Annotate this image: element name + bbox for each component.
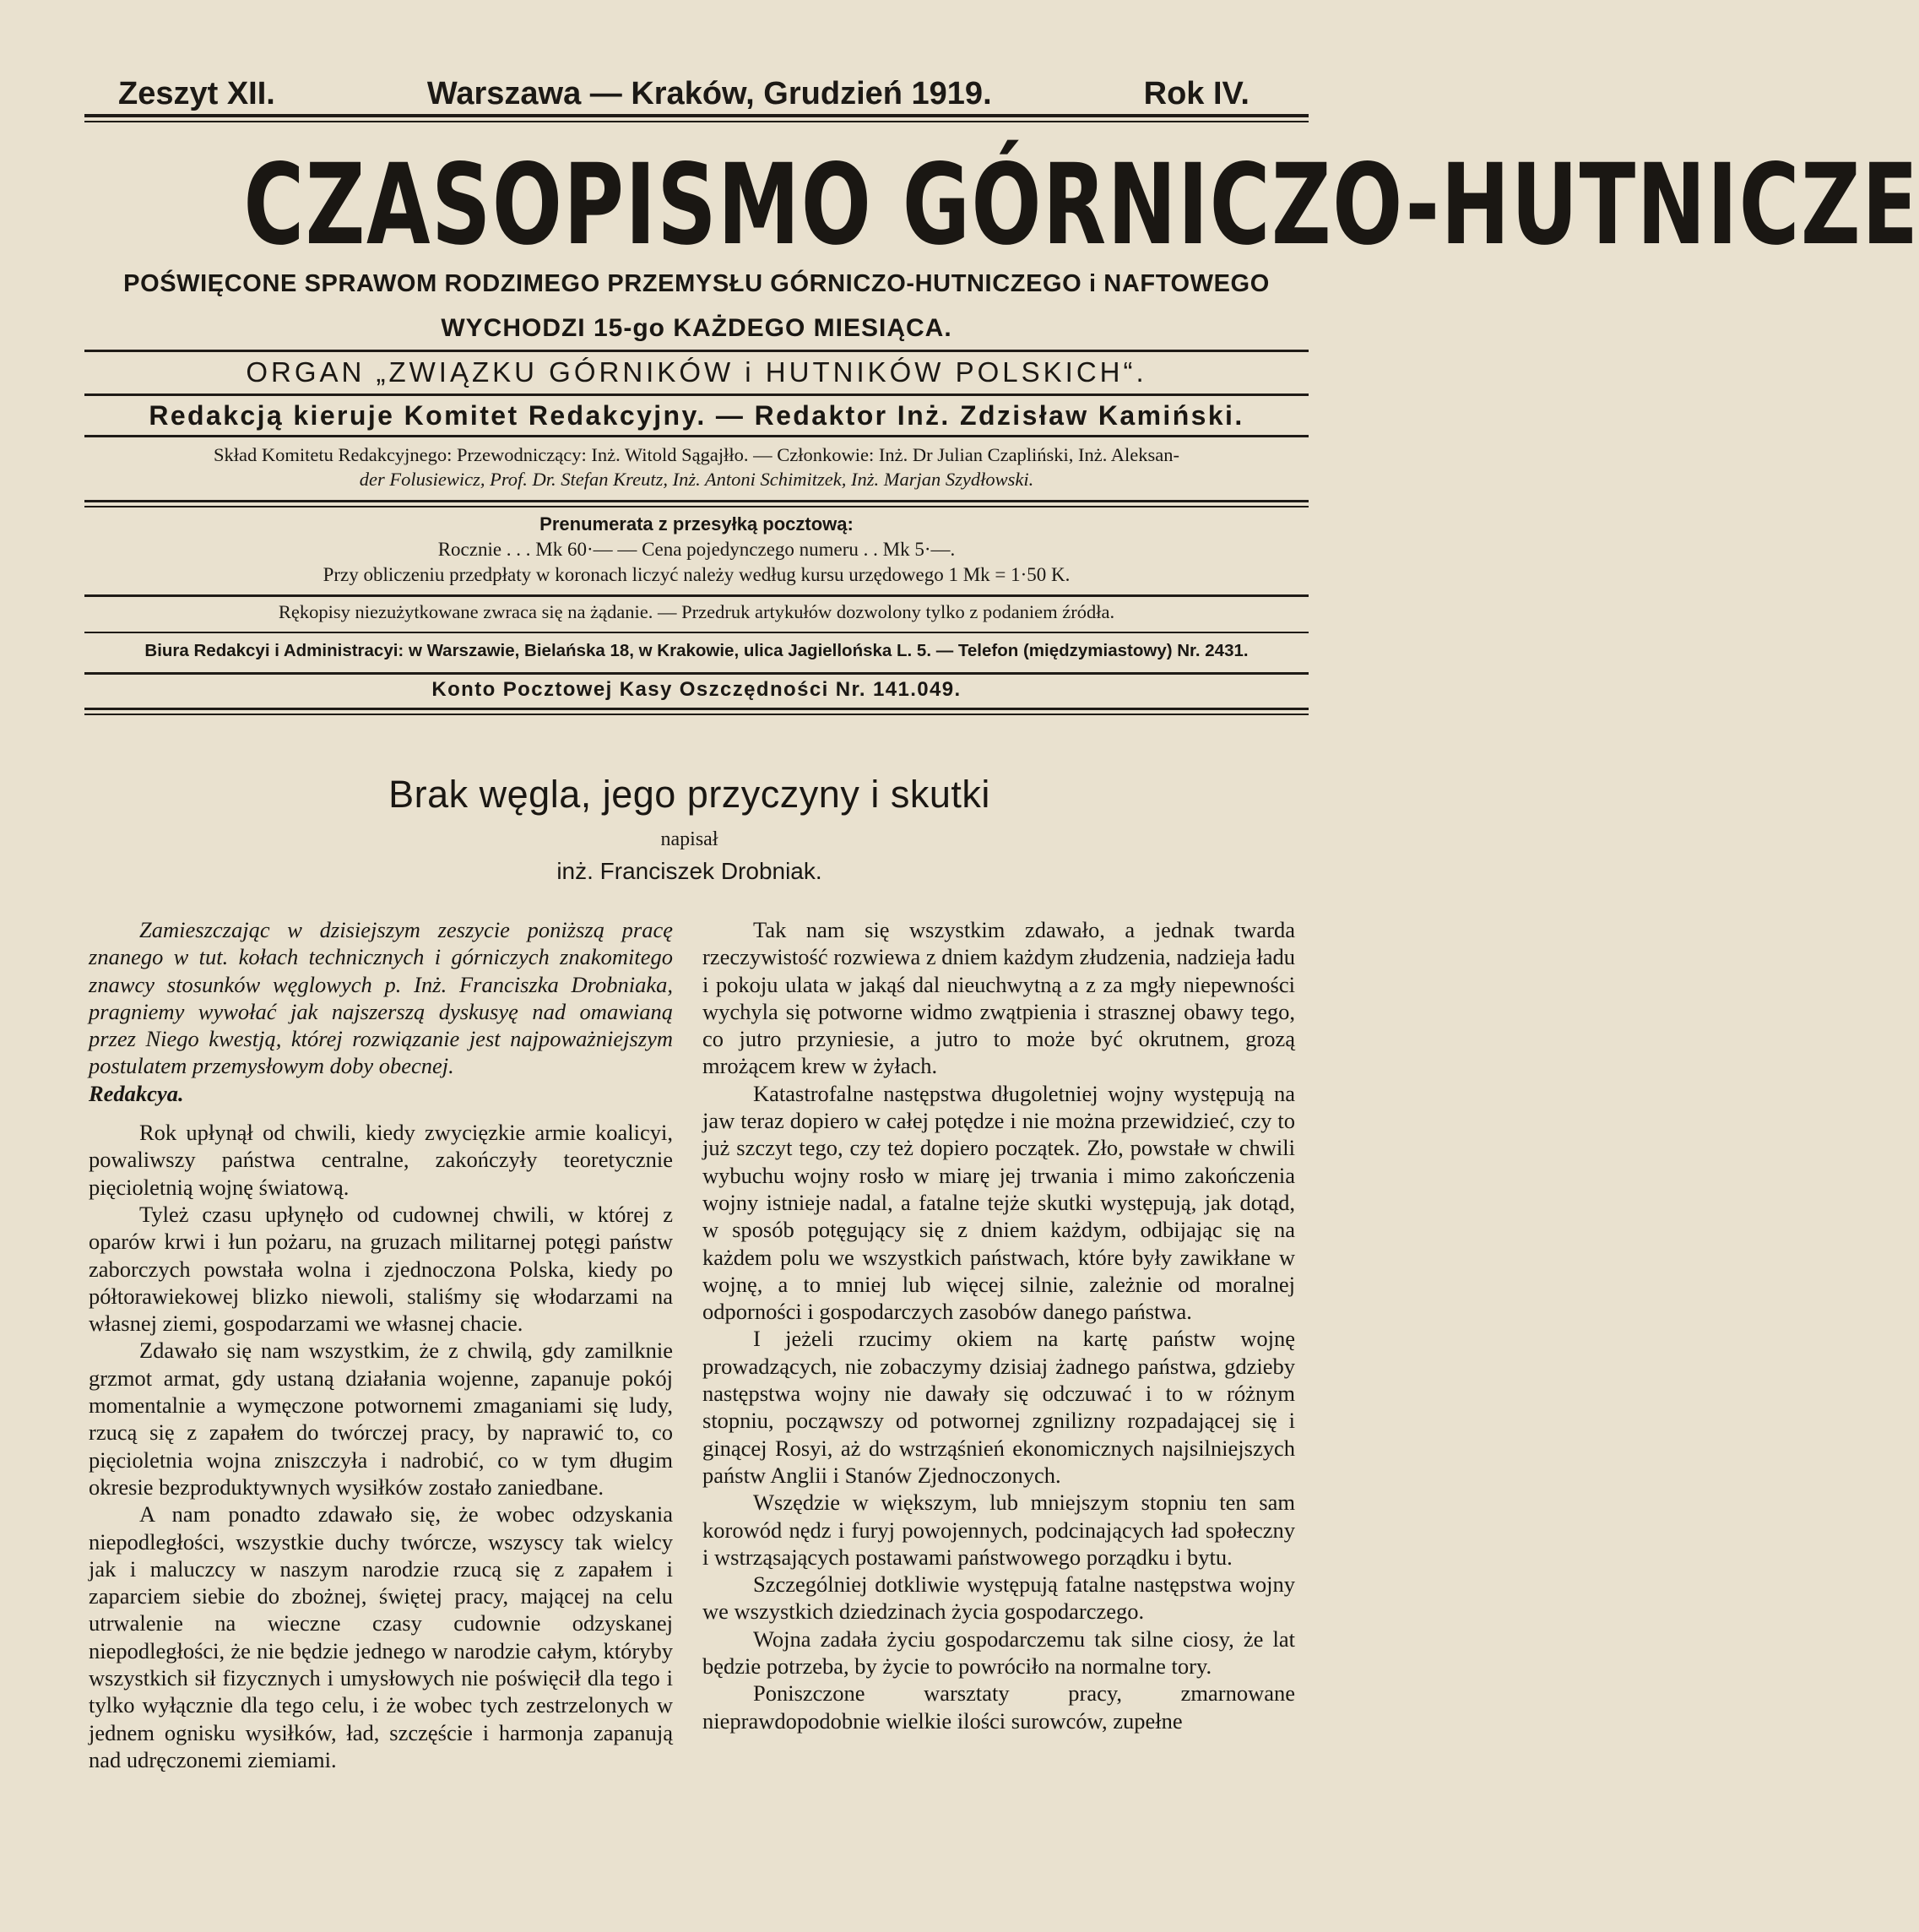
issue-line [118, 76, 1250, 112]
committee-line: der Folusiewicz, Prof. Dr. Stefan Kreutz, Inż. Antoni Schimitzek, Inż. Marjan Szydłowski. [359, 469, 1034, 490]
divider-rule [84, 708, 1309, 710]
article-author: inż. Franciszek Drobniak. [556, 858, 822, 884]
paragraph: Tak nam się wszystkim zdawało, a jednak twarda rzeczywistość rozwiewa z dniem każdym złudzenia, nadzieja ładu i pokoju ulata w jakąś dal nieuchwytną a z za mgły niepewności wychyla się potworne widmo zwątpienia i strasznej obawy tego, co jutro przyniesie, a jutro to może być okrutnem, grozą mrożącem krew w żyłach. [702, 917, 1295, 1079]
postal-account: Konto Pocztowej Kasy Oszczędności Nr. 141.049. [431, 678, 962, 701]
paragraph: Rok upłynął od chwili, kiedy zwycięzkie armie koalicyi, powaliwszy państwa centralne, zakończyły teoretycznie pięcioletnią wojnę światową. [89, 1120, 673, 1200]
right-column [702, 916, 1295, 1734]
paragraph: A nam ponadto zdawało się, że wobec odzyskania niepodległości, wszystkie duchy twórcze, wszyscy tak wielcy jak i maluczcy w naszym narodzie rzucą się z zapałem i zaparciem siebie do zbożnej, świętej pracy, mającej na celu utrwalenie na wieczne czasy cudownie odzyskanej niepodległości, że nie będzie jednego w narodzie całym, któryby wszystkich sił fizycznych i umysłowych nie poświęcił dla tego i tylko wyłącznie dla tego celu, i że wobec tych zestrzelonych w jednem ognisku wysiłków, ład, szczęście i harmonja zapanują nad udręczonemi ziemiami. [89, 1501, 673, 1772]
committee-line: Skład Komitetu Redakcyjnego: Przewodniczący: Inż. Witold Sągajłło. — Członkowie: Inż. Dr Julian Czapliński, Inż. Aleksan- [213, 444, 1180, 465]
issue-number: Zeszyt XII. [118, 76, 275, 111]
divider-rule [84, 435, 1309, 437]
subscription-heading: Prenumerata z przesyłką pocztową: [539, 513, 854, 535]
paragraph: Poniszczone warsztaty pracy, zmarnowane nieprawdopodobnie wielkie ilości surowców, zupełne [702, 1680, 1295, 1734]
editorial-committee [84, 442, 1309, 491]
offices-notice: Biura Redakcyi i Administracyi: w Warszawie, Bielańska 18, w Krakowie, ulica Jagiellońska L. 5. — Telefon (międzymiastowy) Nr. 2431. [144, 641, 1249, 660]
divider-rule [84, 672, 1309, 675]
subscription-prices: Rocznie . . . Mk 60·— — Cena pojedynczego numeru . . Mk 5·—. [437, 539, 956, 560]
organ-line: ORGAN „ZWIĄZKU GÓRNIKÓW i HUTNIKÓW POLSKICH“. [246, 356, 1147, 388]
paragraph: Katastrofalne następstwa długoletniej wojny występują na jaw teraz dopiero w całej potędze i nie można przewidzieć, czy to już szczyt tego, czy też dopiero początek. Zło, powstałe w chwili wybuchu wojny rosło w miarę jej trwania i mimo zakończenia wojny istnieje nadal, a fatalne tejże skutki występują, jak dotąd, w sposób potęgujący się z dniem każdym, odbijając się na każdem polu we wszystkich państwach, które były zawikłane w wojnę, a to mniej lub więcej silnie, zależnie od moralnej odporności i gospodarczych zasobów danego państwa. [702, 1080, 1295, 1325]
paragraph: Wszędzie w większym, lub mniejszym stopniu ten sam korowód nędz i furyj powojennych, podcinających ład społeczny i wstrząsających postawami państwowego porządku i bytu. [702, 1490, 1295, 1570]
left-column [89, 916, 673, 1773]
article-title: Brak węgla, jego przyczyny i skutki [388, 773, 990, 816]
paragraph: Tyleż czasu upłynęło od cudownej chwili, w której z oparów krwi i łun pożaru, na gruzach militarnej potęgi państw zaborczych powstała wolna i zjednoczona Polska, kiedy po półtorawiekowej blizko niewoli, staliśmy się włodarzami na własnej ziemi, gospodarzami we własnej chacie. [89, 1201, 673, 1337]
divider-rule [84, 114, 1309, 117]
divider-rule [84, 632, 1309, 633]
divider-rule [84, 594, 1309, 597]
divider-rule [84, 714, 1309, 715]
publication-frequency: WYCHODZI 15-go KAŻDEGO MIESIĄCA. [441, 314, 952, 342]
divider-rule [84, 393, 1309, 396]
masthead-subtitle: POŚWIĘCONE SPRAWOM RODZIMEGO PRZEMYSŁU GÓRNICZO-HUTNICZEGO i NAFTOWEGO [123, 270, 1270, 297]
divider-rule [84, 506, 1309, 507]
divider-rule [84, 350, 1309, 352]
divider-rule [84, 500, 1309, 502]
volume-year: Rok IV. [1143, 76, 1250, 111]
paragraph: I jeżeli rzucimy okiem na kartę państw wojnę prowadzących, nie zobaczymy dzisiaj żadnego państwa, gdzieby następstwa wojny nie dawały się odczuwać i to w różnym stopniu, począwszy od potwornej zgnilizny rozpadającej się i ginącej Rosyi, aż do wstrząśnień ekonomicznych najsilniejszych państw Anglii i Stanów Zjednoczonych. [702, 1326, 1295, 1488]
editors-line: Redakcją kieruje Komitet Redakcyjny. — Redaktor Inż. Zdzisław Kamiński. [149, 400, 1244, 431]
divider-rule [84, 121, 1309, 122]
editorial-intro: Zamieszczając w dzisiejszym zeszycie poniższą pracę znanego w tut. kołach technicznych i górniczych znakomitego znawcy stosunków węglowych p. Inż. Franciszka Drobniaka, pragniemy wywołać jak najszerszą dyskusyę nad omawianą przez Niego kwestją, której rozwiązanie jest najpoważniejszym postulatem przemysłowym doby obecnej. [89, 917, 673, 1079]
masthead-title: CZASOPISMO GÓRNICZO-HUTNICZE [243, 140, 1919, 270]
paragraph: Wojna zadała życiu gospodarczemu tak silne ciosy, że lat będzie potrzeba, by życie to powróciło na normalne tory. [702, 1625, 1295, 1680]
place-date: Warszawa — Kraków, Grudzień 1919. [426, 76, 992, 111]
byline-label: napisał [660, 828, 718, 850]
subscription-conversion: Przy obliczeniu przedpłaty w koronach liczyć należy według kursu urzędowego 1 Mk = 1·50 K. [323, 564, 1071, 585]
manuscripts-notice: Rękopisy niezużytkowane zwraca się na żądanie. — Przedruk artykułów dozwolony tylko z podaniem źródła. [278, 601, 1115, 622]
intro-signature: Redakcya. [89, 1080, 184, 1106]
paragraph: Zdawało się nam wszystkim, że z chwilą, gdy zamilknie grzmot armat, gdy ustaną działania wojenne, zapanuje pokój momentalnie a wymęczone potwornemi zmaganiami się ludy, rzucą się z zapałem do twórczej pracy, by naprawić to, co pięcioletnia wojna zniszczyła i nadrobić, co w tym długim okresie bezproduktywnych wysiłków zostało zaniedbane. [89, 1338, 673, 1500]
paragraph: Szczególniej dotkliwie występują fatalne następstwa wojny we wszystkich dziedzinach życia gospodarczego. [702, 1571, 1295, 1625]
